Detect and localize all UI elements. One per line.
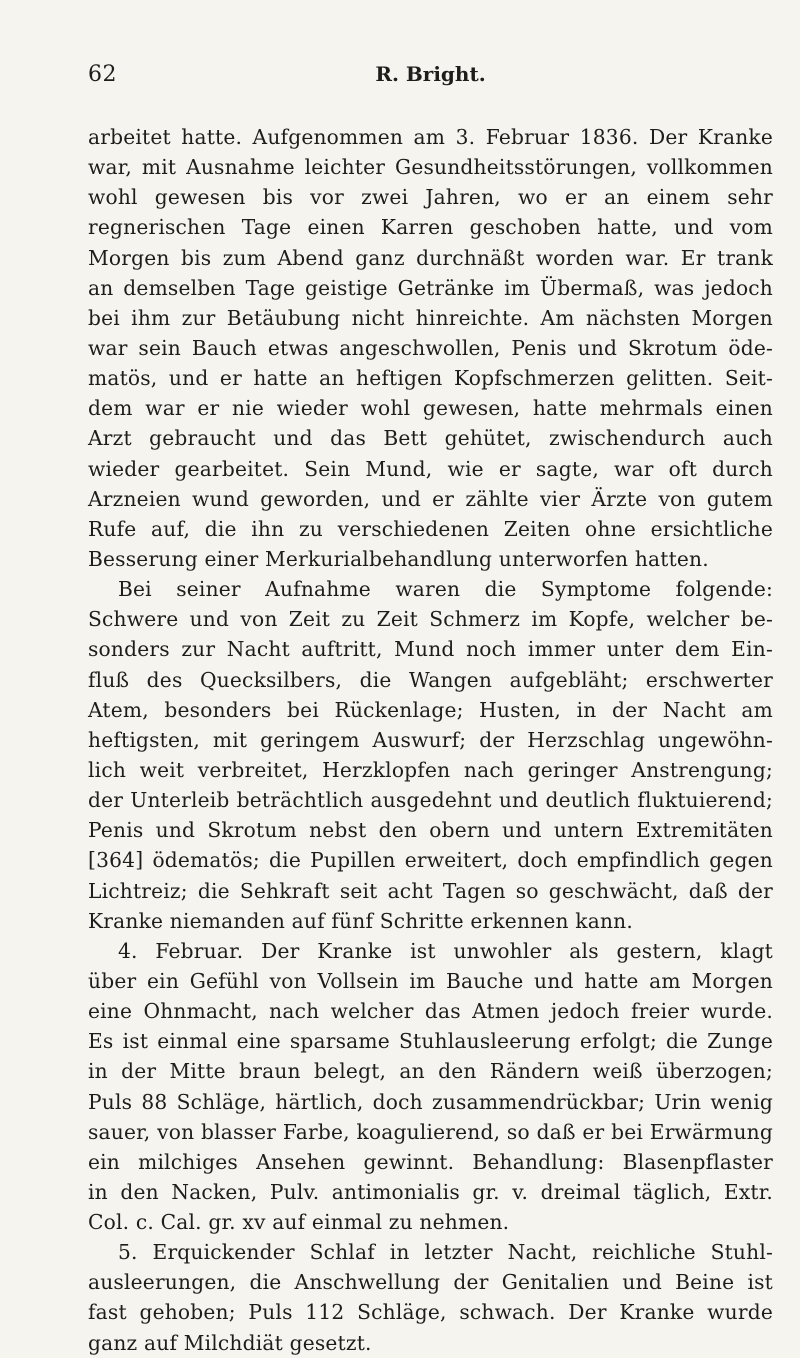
text-line: matös, und er hatte an heftigen Kopfschmerzen gelitten. Seit- [88,366,773,391]
text-line: wohl gewesen bis vor zwei Jahren, wo er an einem sehr [88,185,773,210]
text-line: in den Nacken, Pulv. antimonialis gr. v. dreimal täglich, Extr. [88,1179,773,1204]
text-line: bei ihm zur Betäubung nicht hinreichte. Am nächsten Morgen [88,305,773,330]
text-line: 4. Februar. Der Kranke ist unwohler als gestern, klagt [118,938,773,963]
text-line: Arzneien wund geworden, und er zählte vier Ärzte von gutem [88,486,773,511]
text-line: heftigsten, mit geringem Auswurf; der Herzschlag ungewöhn- [88,727,773,752]
text-line: Es ist einmal eine sparsame Stuhlausleerung erfolgt; die Zunge [88,1029,773,1054]
text-line: 5. Erquickender Schlaf in letzter Nacht, reichliche Stuhl- [118,1240,773,1265]
text-line: ausleerungen, die Anschwellung der Genitalien und Beine ist [88,1270,773,1295]
text-line: an demselben Tage geistige Getränke im Übermaß, was jedoch [88,275,773,300]
text-line: dem war er nie wieder wohl gewesen, hatte mehrmals einen [88,396,773,421]
text-line: Morgen bis zum Abend ganz durchnäßt worden war. Er trank [88,245,773,270]
text-line: regnerischen Tage einen Karren geschoben hatte, und vom [88,215,773,240]
body-text [88,122,773,1358]
text-line: ganz auf Milchdiät gesetzt. [88,1330,372,1355]
text-line: [364] ödematös; die Pupillen erweitert, doch empfindlich gegen [88,848,773,873]
text-line: wieder gearbeitet. Sein Mund, wie er sagte, war oft durch [88,456,773,481]
text-line: Puls 88 Schläge, härtlich, doch zusammendrückbar; Urin wenig [88,1089,773,1114]
text-line: arbeitet hatte. Aufgenommen am 3. Februar 1836. Der Kranke [88,125,773,149]
text-line: fluß des Quecksilbers, die Wangen aufgebläht; erschwerter [88,667,773,692]
text-line: ein milchiges Ansehen gewinnt. Behandlung: Blasenpflaster [88,1149,773,1174]
text-line: war, mit Ausnahme leichter Gesundheitsstörungen, vollkommen [88,155,773,180]
text-line: sauer, von blasser Farbe, koagulierend, so daß er bei Erwärmung [88,1119,773,1144]
page-header [88,62,773,94]
text-line: Atem, besonders bei Rückenlage; Husten, in der Nacht am [88,697,773,722]
text-line: lich weit verbreitet, Herzklopfen nach geringer Anstrengung; [88,757,773,782]
text-line: eine Ohnmacht, nach welcher das Atmen jedoch freier wurde. [88,999,773,1024]
text-line: in der Mitte braun belegt, an den Rändern weiß überzogen; [88,1059,773,1084]
page-number: 62 [88,62,117,87]
running-head: R. Bright. [375,62,486,86]
text-line: fast gehoben; Puls 112 Schläge, schwach. Der Kranke wurde [88,1300,773,1325]
text-line: über ein Gefühl von Vollsein im Bauche und hatte am Morgen [88,968,773,993]
text-line: Penis und Skrotum nebst den obern und untern Extremitäten [88,818,773,843]
text-line: Schwere und von Zeit zu Zeit Schmerz im Kopfe, welcher be- [88,607,773,632]
text-line: sonders zur Nacht auftritt, Mund noch immer unter dem Ein- [88,637,773,662]
text-line: Kranke niemanden auf fünf Schritte erkennen kann. [88,908,633,933]
text-line: war sein Bauch etwas angeschwollen, Penis und Skrotum öde- [88,335,773,360]
text-line: Lichtreiz; die Sehkraft seit acht Tagen so geschwächt, daß der [88,878,773,903]
text-line: Besserung einer Merkurialbehandlung unterworfen hatten. [88,546,709,571]
text-line: Rufe auf, die ihn zu verschiedenen Zeiten ohne ersichtliche [88,516,773,541]
text-line: Arzt gebraucht und das Bett gehütet, zwischendurch auch [88,426,773,451]
text-line: Col. c. Cal. gr. xv auf einmal zu nehmen. [88,1210,510,1235]
text-line: Bei seiner Aufnahme waren die Symptome folgende: [118,577,773,602]
text-line: der Unterleib beträchtlich ausgedehnt und deutlich fluktuierend; [88,788,773,813]
